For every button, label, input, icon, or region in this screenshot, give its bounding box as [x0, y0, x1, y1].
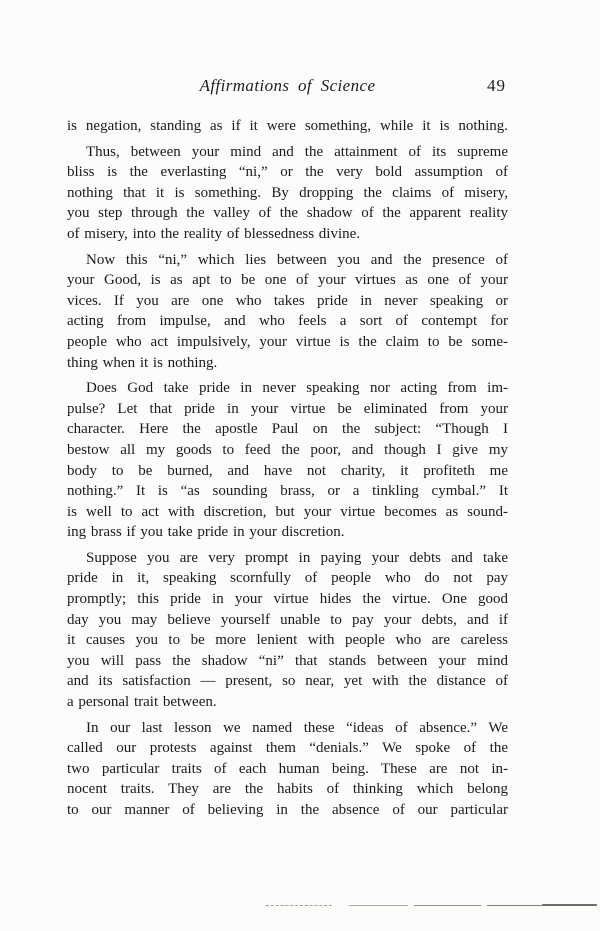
- paragraph: [67, 548, 508, 713]
- text-line: nothing that it is something. By dropping the claims of misery,: [67, 184, 508, 201]
- text-line: of misery, into the reality of blessedness divine.: [67, 225, 361, 242]
- artifact-segment: [414, 905, 481, 906]
- text-line: vices. If you are one who takes pride in never speaking or: [67, 292, 508, 309]
- paragraph: [67, 116, 508, 137]
- paragraph: [67, 378, 508, 543]
- artifact-segment: [487, 905, 597, 906]
- text-line: a personal trait between.: [67, 694, 217, 711]
- text-line: bestow all my goods to feed the poor, and though I give my: [67, 441, 508, 458]
- text-line: Suppose you are very prompt in paying your debts and take: [86, 549, 508, 566]
- paragraph: [67, 250, 508, 374]
- text-line: promptly; this pride in your virtue hides the virtue. One good: [67, 591, 508, 608]
- text-line: Thus, between your mind and the attainment of its supreme: [86, 143, 508, 160]
- text-line: In our last lesson we named these “ideas of absence.” We: [86, 719, 508, 736]
- text-line: nocent traits. They are the habits of thinking which belong: [67, 781, 508, 798]
- text-line: thing when it is nothing.: [67, 354, 218, 371]
- text-line: people who act impulsively, your virtue is the claim to be some-: [67, 333, 508, 350]
- artifact-segment: [349, 905, 408, 906]
- paragraph: [67, 142, 508, 245]
- text-line: two particular traits of each human being. These are not in-: [67, 760, 508, 777]
- running-header: [67, 76, 508, 100]
- text-line: you will pass the shadow “ni” that stands between your mind: [67, 652, 508, 669]
- text-line: and its satisfaction — present, so near, yet with the distance of: [67, 673, 508, 690]
- text-line: nothing.” It is “as sounding brass, or a tinkling cymbal.” It: [67, 483, 508, 500]
- text-line: you step through the valley of the shadow of the apparent reality: [67, 205, 508, 222]
- text-line: is well to act with discretion, but your virtue becomes as sound-: [67, 503, 508, 520]
- artifact-segment: [266, 905, 332, 906]
- text-line: acting from impulse, and who feels a sort of contempt for: [67, 313, 508, 330]
- text-line: pulse? Let that pride in your virtue be eliminated from your: [67, 400, 508, 417]
- text-line: character. Here the apostle Paul on the subject: “Though I: [67, 421, 508, 438]
- text-line: it causes you to be more lenient with people who are careless: [67, 632, 508, 649]
- page-body: [67, 116, 508, 821]
- text-line: is negation, standing as if it were something, while it is nothing.: [67, 118, 508, 134]
- text-line: Now this “ni,” which lies between you and the presence of: [86, 251, 508, 268]
- text-line: ing brass if you take pride in your discretion.: [67, 524, 345, 541]
- running-header-title: Affirmations of Science: [199, 76, 376, 95]
- scan-artifact-line: [0, 904, 600, 907]
- text-line: bliss is the everlasting “ni,” or the very bold assumption of: [67, 164, 508, 181]
- text-line: called our protests against them “denials.” We spoke of the: [67, 740, 508, 757]
- page-number: 49: [487, 76, 506, 95]
- paragraph: [67, 718, 508, 821]
- text-line: body to be burned, and have not charity, it profiteth me: [67, 462, 508, 479]
- text-line: day you may believe yourself unable to pay your debts, and if: [67, 611, 508, 628]
- text-line: your Good, is as apt to be one of your virtues as one of your: [67, 272, 508, 289]
- text-line: pride in it, speaking scornfully of people who do not pay: [67, 570, 508, 587]
- text-line: to our manner of believing in the absence of our particular: [67, 802, 508, 818]
- text-line: Does God take pride in never speaking nor acting from im-: [86, 380, 508, 397]
